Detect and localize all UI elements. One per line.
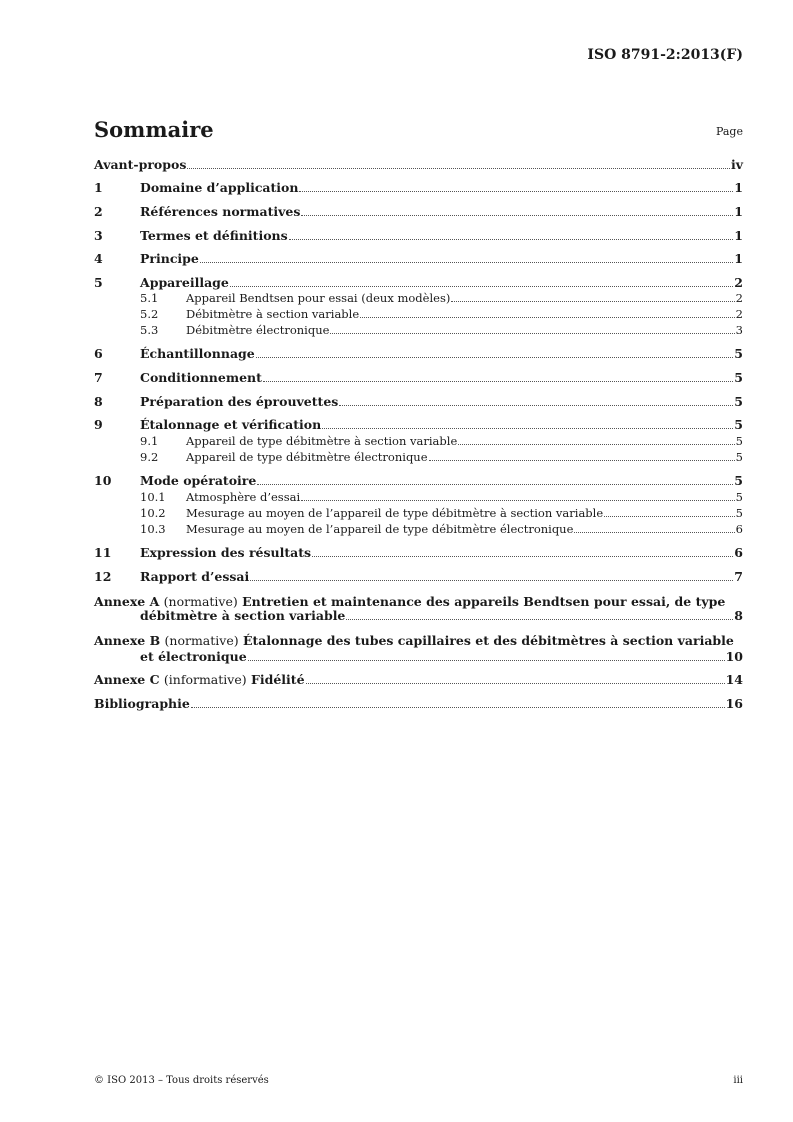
toc-entry-number: 9.1 [140, 434, 159, 448]
leader-dots [230, 286, 733, 287]
toc-entry-page: iv [730, 157, 743, 172]
toc-entry-foreword[interactable] [94, 157, 743, 172]
toc-entry-page: 5 [734, 394, 743, 409]
footer-copyright: © ISO 2013 – Tous droits réservés [94, 1075, 269, 1086]
toc-entry-label: Préparation des éprouvettes [140, 394, 339, 409]
leader-dots [429, 460, 735, 461]
leader-dots [604, 516, 735, 517]
toc-entry-number: 4 [94, 251, 103, 266]
toc-entry-page: 5 [734, 370, 743, 385]
annex-title: Entretien et maintenance des appareils Bendtsen pour essai, de type [242, 594, 726, 609]
toc-entry-10[interactable] [94, 473, 743, 488]
toc-entry-10-2[interactable] [94, 505, 743, 520]
toc-entry-page: 14 [725, 672, 743, 687]
toc-entry-number: 1 [94, 180, 103, 195]
toc-entry-10-1[interactable] [94, 489, 743, 504]
toc-annex-c[interactable] [94, 672, 743, 687]
annex-kind: (informative) [163, 672, 247, 687]
toc-entry-label: Mode opératoire [140, 473, 257, 488]
toc-entry-11[interactable] [94, 545, 743, 560]
toc-entry-label: Termes et définitions [140, 228, 288, 243]
annex-title-continued: et électronique [140, 649, 247, 664]
toc-entry-number: 10.3 [140, 522, 166, 536]
toc-entry-page: 7 [734, 569, 743, 584]
toc-entry-page: 5 [734, 473, 743, 488]
toc-entry-page: 16 [725, 696, 743, 711]
toc-entry-5-2[interactable] [94, 306, 743, 321]
leader-dots [187, 168, 730, 169]
toc-entry-9[interactable] [94, 417, 743, 432]
toc-entry-label: Appareil Bendtsen pour essai (deux modèles) [186, 291, 451, 305]
toc-entry-page: 6 [734, 545, 743, 560]
toc-entry-page: 5 [735, 434, 743, 448]
leader-dots [200, 262, 733, 263]
toc-entry-9-2[interactable] [94, 449, 743, 464]
toc-entry-label: Principe [140, 251, 199, 266]
toc-entry-number: 10.1 [140, 490, 166, 504]
annex-kind: (normative) [163, 594, 238, 609]
toc-entry-label: Appareil de type débitmètre électronique [186, 450, 428, 464]
document-code: ISO 8791-2:2013(F) [587, 47, 743, 63]
toc-entry-label: Domaine d’application [140, 180, 299, 195]
toc-entry-page: 5 [735, 450, 743, 464]
toc-entry-label: Débitmètre électronique [186, 323, 330, 337]
toc-entry-number: 6 [94, 346, 103, 361]
toc-entry-page: 10 [725, 649, 743, 664]
toc-entry-number: 8 [94, 394, 103, 409]
toc-entry-page: 5 [735, 490, 743, 504]
page-column-label: Page [715, 125, 743, 138]
toc-entry-label: Bibliographie [94, 696, 190, 711]
leader-dots [451, 301, 734, 302]
toc-entry-label: Appareillage [140, 275, 229, 290]
toc-entry-number: 5 [94, 275, 103, 290]
toc-annex-b-line2[interactable] [94, 649, 743, 664]
toc-entry-page: 5 [734, 417, 743, 432]
toc-annex-a-line2[interactable] [94, 608, 743, 623]
toc-entry-number: 5.2 [140, 307, 159, 321]
leader-dots [301, 215, 733, 216]
toc-entry-5-3[interactable] [94, 322, 743, 337]
leader-dots [263, 381, 733, 382]
toc-entry-label: Rapport d’essai [140, 569, 250, 584]
toc-entry-8[interactable] [94, 394, 743, 409]
toc-entry-5[interactable] [94, 275, 743, 290]
leader-dots [306, 683, 725, 684]
toc-annex-b-line1[interactable] [94, 633, 734, 648]
toc-entry-page: 2 [735, 307, 743, 321]
toc-entry-number: 10 [94, 473, 112, 488]
leader-dots [458, 444, 734, 445]
leader-dots [339, 405, 733, 406]
toc-entry-page: 2 [734, 275, 743, 290]
leader-dots [257, 484, 733, 485]
toc-header [94, 112, 743, 142]
toc-entry-page: 1 [734, 251, 743, 266]
annex-kind: (normative) [164, 633, 239, 648]
toc-entry-label: Expression des résultats [140, 545, 312, 560]
toc-entry-page: 5 [734, 346, 743, 361]
leader-dots [574, 532, 734, 533]
toc-entry-9-1[interactable] [94, 433, 743, 448]
toc-entry-label: Échantillonnage [140, 346, 255, 361]
annex-title-continued: débitmètre à section variable [140, 608, 346, 623]
leader-dots [330, 333, 734, 334]
toc-entry-number: 7 [94, 370, 103, 385]
leader-dots [299, 191, 733, 192]
leader-dots [312, 556, 733, 557]
toc-entry-label: Avant-propos [94, 157, 187, 172]
toc-entry-number: 10.2 [140, 506, 166, 520]
annex-prefix: Annexe B [94, 633, 161, 648]
toc-entry-4[interactable] [94, 251, 743, 266]
annex-title: Fidélité [250, 672, 305, 687]
leader-dots [256, 357, 734, 358]
annex-title: Étalonnage des tubes capillaires et des débitmètres à section variable [242, 633, 734, 648]
toc-annex-a-line1[interactable] [94, 594, 725, 609]
toc-entry-label: Références normatives [140, 204, 301, 219]
toc-entry-page: 1 [734, 180, 743, 195]
toc-entry-number: 9 [94, 417, 103, 432]
toc-entry-page: 3 [735, 323, 743, 337]
toc-entry-3[interactable] [94, 228, 743, 243]
toc-entry-6[interactable] [94, 346, 743, 361]
toc-entry-12[interactable] [94, 569, 743, 584]
toc-entry-label: Débitmètre à section variable [186, 307, 360, 321]
toc-entry-number: 11 [94, 545, 112, 560]
toc-entry-2[interactable] [94, 204, 743, 219]
toc-entry-1[interactable] [94, 180, 743, 195]
toc-entry-page: 6 [735, 522, 743, 536]
leader-dots [322, 428, 733, 429]
toc-entry-number: 3 [94, 228, 103, 243]
leader-dots [248, 660, 725, 661]
leader-dots [360, 317, 735, 318]
toc-entry-label: Mesurage au moyen de l’appareil de type débitmètre à section variable [186, 506, 604, 520]
toc-entry-number: 5.1 [140, 291, 159, 305]
toc-entry-page: 1 [734, 228, 743, 243]
toc-entry-page: 5 [735, 506, 743, 520]
toc-entry-7[interactable] [94, 370, 743, 385]
toc-entry-label: Mesurage au moyen de l’appareil de type débitmètre électronique [186, 522, 574, 536]
footer-page-number: iii [733, 1075, 743, 1086]
leader-dots [301, 500, 735, 501]
toc-entry-page: 1 [734, 204, 743, 219]
toc-title: Sommaire [94, 117, 214, 142]
toc-entry-label: Appareil de type débitmètre à section variable [186, 434, 458, 448]
toc-entry-bibliography[interactable] [94, 696, 743, 711]
toc-entry-page: 2 [735, 291, 743, 305]
toc-entry-page: 8 [734, 608, 743, 623]
toc-entry-number: 12 [94, 569, 112, 584]
leader-dots [346, 619, 733, 620]
annex-prefix: Annexe A [94, 594, 160, 609]
toc-entry-number: 9.2 [140, 450, 159, 464]
leader-dots [191, 707, 725, 708]
annex-prefix: Annexe C [94, 672, 160, 687]
toc-entry-5-1[interactable] [94, 290, 743, 305]
leader-dots [250, 580, 733, 581]
leader-dots [289, 239, 734, 240]
toc-entry-label: Conditionnement [140, 370, 262, 385]
toc-entry-number: 5.3 [140, 323, 159, 337]
toc-entry-10-3[interactable] [94, 521, 743, 536]
toc-entry-number: 2 [94, 204, 103, 219]
toc-entry-label: Étalonnage et vérification [140, 417, 322, 432]
toc-entry-label: Atmosphère d’essai [186, 490, 301, 504]
